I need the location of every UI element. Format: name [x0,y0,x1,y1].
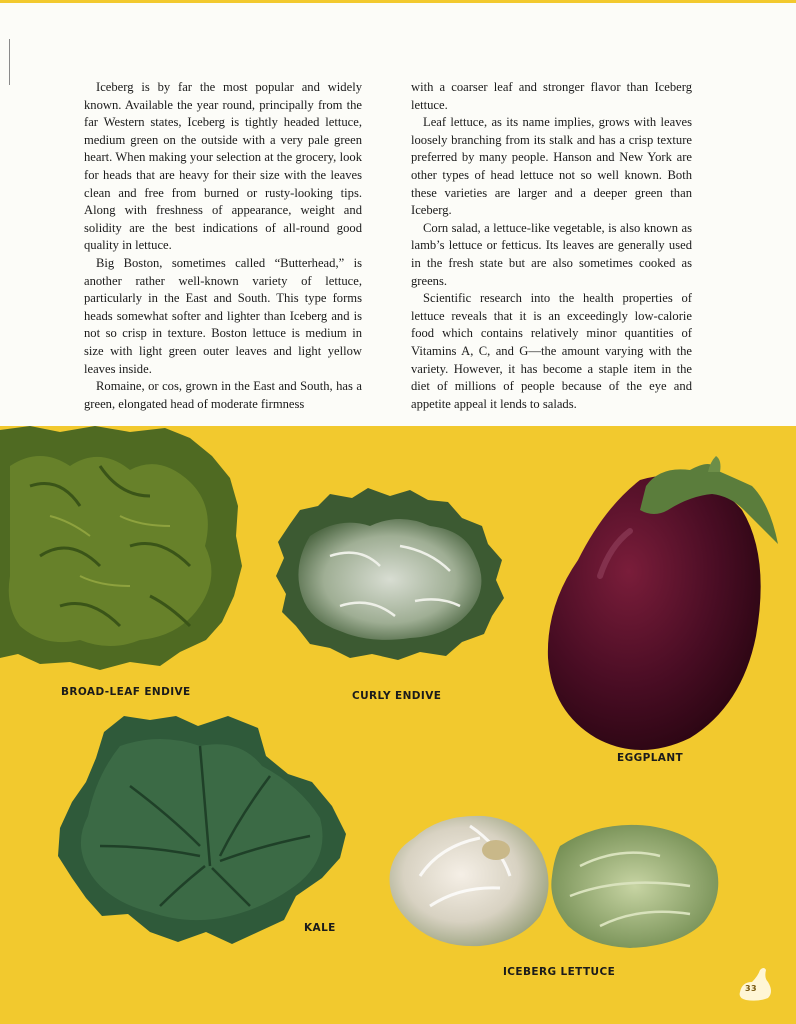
illustration-canvas [0,426,796,1024]
label-broad-leaf-endive: BROAD-LEAF ENDIVE [61,686,191,698]
page-number: 33 [745,984,757,993]
label-eggplant: EGGPLANT [617,752,684,764]
eggplant-illustration [548,456,778,750]
paragraph-iceberg: Iceberg is by far the most popular and widely known. Available the year round, principally from the far Western states, Iceberg is tightly headed lettuce, medium green on the outside with a very pale green heart. When making your selection at the grocery, look for heads that are heavy for their size with the leaves clean and free from burned or rusty-looking tips. Along with freshness of appearance, weight and solidity are the best indications of all-round good quality in lettuce. [84,80,362,253]
label-iceberg-lettuce: ICEBERG LETTUCE [503,966,616,978]
article-text-panel [0,0,796,426]
paragraph-corn-salad: Corn salad, a lettuce-like vegetable, is also known as lamb’s lettuce or fetticus. Its leaves are generally used in the fresh state but are also sometimes cooked as greens. [411,220,692,288]
label-curly-endive: CURLY ENDIVE [352,690,442,702]
paragraph-romaine-continued: with a coarser leaf and stronger flavor than Iceberg lettuce. [411,80,692,112]
broad-leaf-endive-illustration [0,426,242,670]
label-kale: KALE [304,922,336,934]
paragraph-romaine: Romaine, or cos, grown in the East and South, has a green, elongated head of moderate firmness [84,379,362,411]
paragraph-health: Scientific research into the health properties of lettuce reveals that it is an exceedingly low-calorie food which contains relatively minor quantities of Vitamins A, C, and G—the amount varying with the variety. However, it has become a staple item in the diet of millions of people because of the eye and appetite appeal it lends to salads. [411,291,692,411]
article-right-column [411,79,692,413]
vegetable-illustrations [0,426,796,1024]
curly-endive-illustration [276,488,504,660]
article-left-column [84,79,362,413]
kale-illustration [58,716,346,944]
paragraph-leaf-lettuce: Leaf lettuce, as its name implies, grows with leaves loosely branching from its stalk and has a crisp texture preferred by many people. Hanson and New York are other types of head lettuce not so well known. Both these varieties are larger and a deeper green than Iceberg. [411,115,692,218]
paragraph-big-boston: Big Boston, sometimes called “Butterhead,” is another rather well-known variety of lettuce, particularly in the East and South. This type forms heads somewhat softer and lighter than Iceberg and is not so crisp in texture. Boston lettuce is medium in size with light green outer leaves and light yellow leaves inside. [84,255,362,376]
margin-mark [9,39,10,85]
iceberg-lettuce-illustration [390,816,719,948]
